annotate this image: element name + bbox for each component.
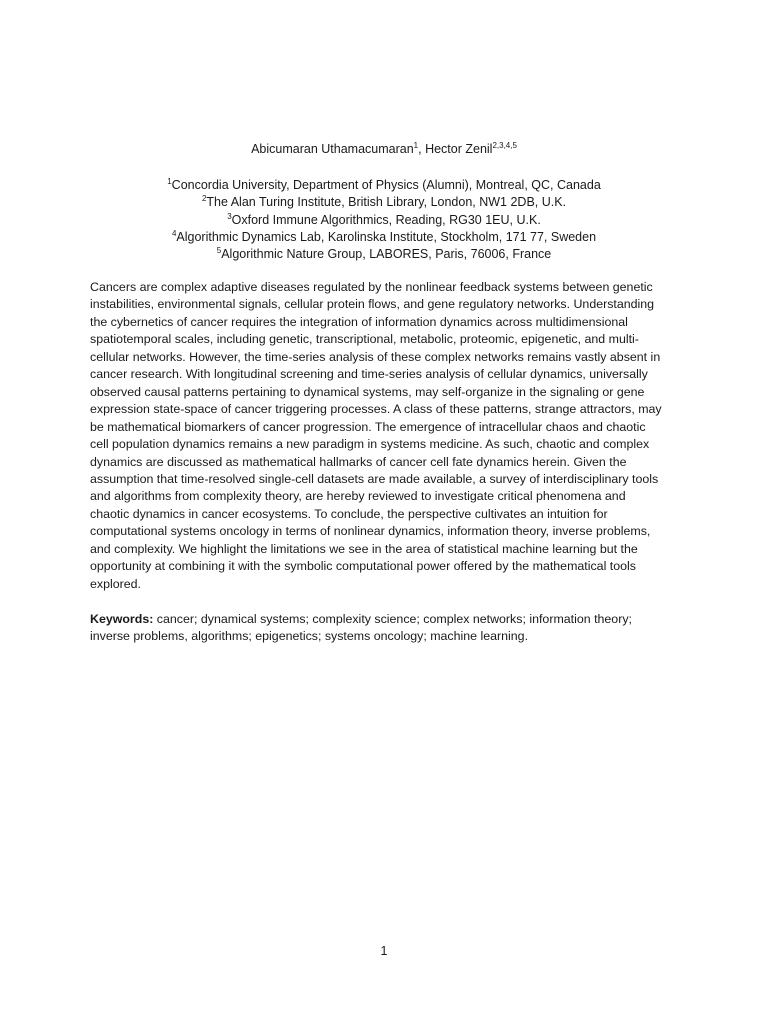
abstract-line: observed causal patterns pertaining to dynamical systems, may self-organize in the signaling or gene (90, 384, 645, 399)
abstract-line: instabilities, environmental signals, cellular protein flows, and gene regulatory networks. Understanding (90, 297, 655, 312)
affiliation-sup: 5 (216, 246, 222, 256)
author-name: Abicumaran Uthamacumaran (251, 142, 414, 156)
abstract-line: spatiotemporal scales, including genetic, transcriptional, metabolic, proteomic, epigenetic, and multi- (90, 332, 639, 347)
keywords-text: cancer; dynamical systems; complexity science; complex networks; information theory; (153, 612, 632, 626)
page-number: 1 (380, 944, 388, 958)
abstract-line: assumption that time-resolved single-cell datasets are made available, a survey of interdisciplinary tools (90, 471, 659, 486)
abstract-line: expression state-space of cancer triggering processes. A class of these patterns, strange attractors, may (90, 402, 662, 417)
affiliation-line (0, 212, 768, 229)
affiliation-line (0, 177, 768, 194)
abstract-line: cellular networks. However, the time-series analysis of these complex networks remains vastly absent in (90, 349, 661, 364)
affiliation-line (0, 246, 768, 263)
affiliation-text: Concordia University, Department of Physics (Alumni), Montreal, QC, Canada (171, 178, 601, 192)
affiliation-text: Algorithmic Nature Group, LABORES, Paris, 76006, France (221, 247, 552, 262)
affiliation-sup: 1 (167, 177, 172, 186)
affiliation-sup: 2 (201, 194, 207, 204)
affiliation-text: The Alan Turing Institute, British Library, London, NW1 2DB, U.K. (206, 195, 567, 210)
affiliation-line (0, 194, 768, 211)
abstract-line: dynamics are discussed as mathematical hallmarks of cancer cell fate dynamics herein. Given the (90, 454, 627, 469)
affiliation-text: Oxford Immune Algorithmics, Reading, RG30 1EU, U.K. (231, 212, 541, 227)
author-line (0, 141, 768, 158)
affiliations-block (0, 177, 768, 263)
keywords-line (90, 611, 680, 628)
abstract-line: chaotic dynamics in cancer ecosystems. To conclude, the perspective cultivates an intuition for (90, 506, 608, 521)
abstract-paragraph (90, 279, 680, 593)
keywords-label: Keywords: (90, 612, 154, 626)
keywords-line: inverse problems, algorithms; epigenetics; systems oncology; machine learning. (90, 629, 529, 644)
author-name: Hector Zenil (425, 142, 493, 156)
author-separator: , (418, 142, 426, 156)
abstract-line: be mathematical biomarkers of cancer progression. The emergence of intracellular chaos and chaotic (90, 419, 646, 434)
abstract-line: cancer research. With longitudinal screening and time-series analysis of cellular dynamics, universally (90, 367, 648, 382)
abstract-line: computational systems oncology in terms of nonlinear dynamics, information theory, inverse problems, (90, 524, 651, 539)
abstract-line: and complexity. We highlight the limitations we see in the area of statistical machine learning but the (90, 541, 638, 556)
abstract-line: and algorithms from complexity theory, are hereby reviewed to investigate critical phenomena and (90, 489, 626, 504)
abstract-line: cell population dynamics remains a new paradigm in systems medicine. As such, chaotic and complex (90, 437, 650, 452)
affiliation-line (0, 229, 768, 246)
abstract-line: explored. (90, 576, 141, 591)
affiliation-sup: 4 (171, 228, 177, 238)
abstract-line: Cancers are complex adaptive diseases regulated by the nonlinear feedback systems between genetic (90, 280, 653, 294)
author-affiliation-sup: 1 (413, 141, 419, 150)
affiliation-sup: 3 (227, 211, 232, 221)
author-affiliation-sup: 2,3,4,5 (492, 141, 517, 150)
affiliation-text: Algorithmic Dynamics Lab, Karolinska Institute, Stockholm, 171 77, Sweden (176, 229, 597, 244)
abstract-line: the cybernetics of cancer requires the integration of information dynamics across multidimensional (90, 314, 628, 329)
keywords-block (90, 611, 680, 646)
abstract-line: opportunity at combining it with the symbolic computational power offered by the mathematical tools (90, 559, 636, 574)
